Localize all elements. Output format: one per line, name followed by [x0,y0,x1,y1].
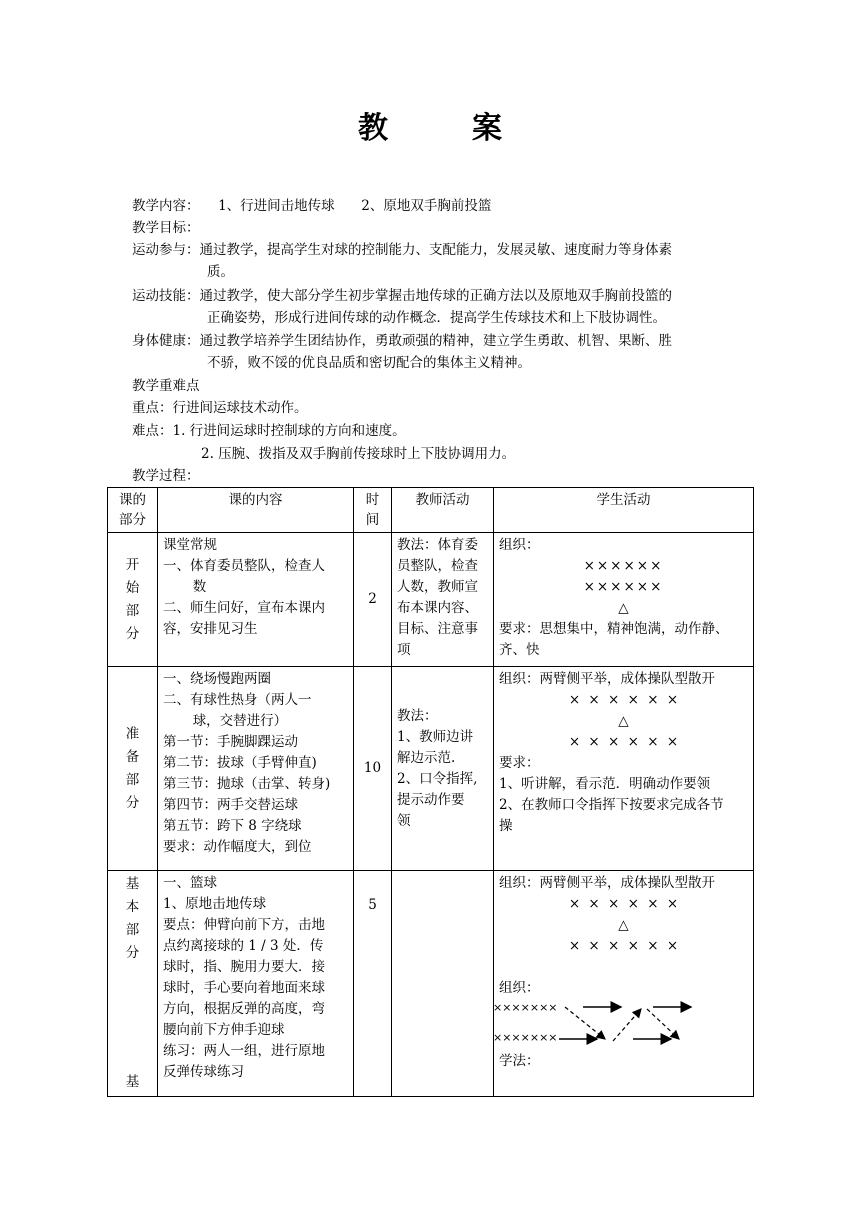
title-char-1: 教 [358,111,388,146]
teaching-content-line [132,195,491,217]
section-char: 分 [125,794,140,811]
header-part: 课的部分 [108,488,158,533]
header-student: 学生活动 [494,488,754,533]
page-title [0,103,860,147]
skill-label: 运动技能： [132,288,200,304]
teacher-cell [392,533,494,667]
student-org-label: 组织： [499,980,540,996]
section-char: 部 [125,922,140,938]
student-org-label: 组织：两臂侧平举，成体操队型散开 [499,671,715,687]
section-char: 分 [125,945,140,961]
formation-row: × × × × × × [568,692,679,708]
participation-line-1 [132,239,672,261]
content-cell [158,533,354,667]
content-line: 一、体育委员整队，检查人 [163,558,325,574]
drill-row-bottom: ××××××× [493,1031,558,1044]
section-char: 开 [125,556,140,573]
passing-drill-arrows [493,999,703,1051]
teaching-content-item-2: 2、原地双手胸前投篮 [361,198,492,214]
time-cell: 10 [354,667,392,871]
participation-label: 运动参与： [132,242,200,258]
student-requirement-line: 操 [499,818,513,834]
formation-row: × × × × × × [568,938,679,954]
content-cell [158,871,354,1097]
student-requirement-line: 齐、快 [499,642,540,658]
section-char: 备 [125,748,140,765]
content-line: 方向，根据反弹的高度，弯 [163,1001,325,1017]
content-cell [158,667,354,871]
teacher-line: 布本课内容、 [397,600,478,616]
teacher-line: 提示动作要 [397,791,465,808]
section-char: 始 [125,579,140,596]
skill-text-2: 正确姿势，形成行进间传球的动作概念．提高学生传球技术和上下肢协调性。 [207,310,666,326]
section-char: 部 [125,602,140,619]
header-content: 课的内容 [158,488,354,533]
teacher-line: 项 [397,642,411,658]
teacher-line: 教法： [397,707,438,724]
teaching-content-item-1: 1、行进间击地传球 [218,198,335,214]
student-cell [494,871,754,1097]
section-label-prep [108,667,158,871]
process-label: 教学过程： [132,468,200,484]
objectives-label: 教学目标： [132,220,200,236]
content-line: 球时，手心要向着地面来球 [163,980,325,996]
teacher-line: 领 [397,812,411,829]
health-text-2: 不骄，败不馁的优良品质和密切配合的集体主义精神。 [207,355,531,371]
teacher-triangle-icon: △ [618,917,629,933]
lesson-table [107,487,754,1097]
table-row [108,871,754,1097]
header-time: 时间 [354,488,392,533]
health-text-1: 通过教学培养学生团结协作，勇敢顽强的精神，建立学生勇敢、机智、果断、胜 [199,333,672,349]
section-char: 部 [125,771,140,788]
table-row [108,667,754,871]
difficulty-line-1: 难点：1. 行进间运球时控制球的方向和速度。 [132,423,406,439]
skill-text-1: 通过教学，使大部分学生初步掌握击地传球的正确方法以及原地双手胸前投篮的 [199,288,672,304]
teacher-line: 员整队，检查 [397,558,478,574]
drill-row-top: ××××××× [493,1001,558,1014]
table-row [108,533,754,667]
title-char-2: 案 [472,111,502,146]
health-label: 身体健康： [132,333,200,349]
teacher-line: 教法：体育委 [397,537,478,553]
section-char: 分 [125,625,140,642]
section-char: 基 [125,1074,140,1090]
content-line: 第五节：跨下 8 字绕球 [163,818,302,834]
content-line: 第一节：手腕脚踝运动 [163,734,298,750]
content-line: 练习：两人一组，进行原地 [163,1043,325,1059]
student-org-label: 组织：两臂侧平举，成体操队型散开 [499,875,715,891]
student-method-label: 学法： [499,1053,540,1069]
teacher-line: 目标、注意事 [397,621,478,637]
student-requirement-line: 2、在教师口令指挥下按要求完成各节 [499,797,724,813]
content-line: 数 [192,579,207,595]
section-label-main [108,871,158,1097]
student-org-label: 组织： [499,537,540,553]
content-line: 一、绕场慢跑两圈 [163,671,271,687]
participation-text-1: 通过教学，提高学生对球的控制能力、支配能力，发展灵敏、速度耐力等身体素 [199,242,672,258]
content-line: 课堂常规 [163,537,217,553]
teacher-line: 2、口令指挥, [397,770,478,787]
skill-line-1 [132,285,672,307]
participation-text-2: 质。 [207,264,234,280]
teacher-line: 人数，教师宣 [397,579,478,595]
content-line: 点约离接球的 1 / 3 处．传 [163,938,324,954]
content-line: 二、有球性热身（两人一 [163,692,312,708]
section-char: 准 [125,725,140,742]
student-requirement-line: 要求：思想集中，精神饱满，动作静、 [499,621,729,637]
content-line: 容，安排见习生 [163,621,258,637]
section-char: 基 [125,876,140,892]
content-line: 要点：伸臂向前下方，击地 [163,917,325,933]
formation-row: ×××××× [583,579,664,595]
student-cell [494,533,754,667]
content-line: 第四节：两手交替运球 [163,797,298,813]
formation-row: × × × × × × [568,734,679,750]
time-cell: 2 [354,533,392,667]
student-requirement-line: 要求： [499,755,540,771]
teacher-line: 1、教师边讲 [397,728,474,745]
content-line: 二、师生问好，宣布本课内 [163,600,325,616]
table-header-row [108,488,754,533]
content-line: 第三节：抛球（击掌、转身) [163,776,331,792]
content-line: 第二节：拔球（手臂伸直) [163,755,317,771]
teacher-triangle-icon: △ [618,600,629,616]
section-char: 本 [125,899,140,915]
formation-row: ×××××× [583,558,664,574]
time-cell: 5 [354,871,392,1097]
content-line: 一、篮球 [163,875,217,891]
teacher-cell [392,871,494,1097]
health-line-1 [132,330,672,352]
content-line: 要求：动作幅度大，到位 [163,839,312,855]
student-requirement-line: 1、听讲解，看示范．明确动作要领 [499,776,711,792]
teaching-content-label: 教学内容： [132,198,200,214]
content-line: 腰向前下方伸手迎球 [163,1022,285,1038]
key-points-label: 教学重难点 [132,378,200,394]
content-line: 1、原地击地传球 [163,896,267,912]
content-line: 球时，指、腕用力要大．接 [163,959,325,975]
teacher-cell [392,667,494,871]
passing-drill-diagram [493,999,748,1051]
teacher-line: 解边示范. [397,749,456,766]
student-cell [494,667,754,871]
content-line: 反弹传球练习 [163,1064,244,1080]
difficulty-line-2: 2. 压腕、拨指及双手胸前传接球时上下肢协调用力。 [201,446,516,462]
section-label-start [108,533,158,667]
header-teacher: 教师活动 [392,488,494,533]
content-line: 球，交替进行） [192,713,288,729]
teacher-triangle-icon: △ [618,713,629,729]
formation-row: × × × × × × [568,896,679,912]
focus-line: 重点：行进间运球技术动作。 [132,400,308,416]
